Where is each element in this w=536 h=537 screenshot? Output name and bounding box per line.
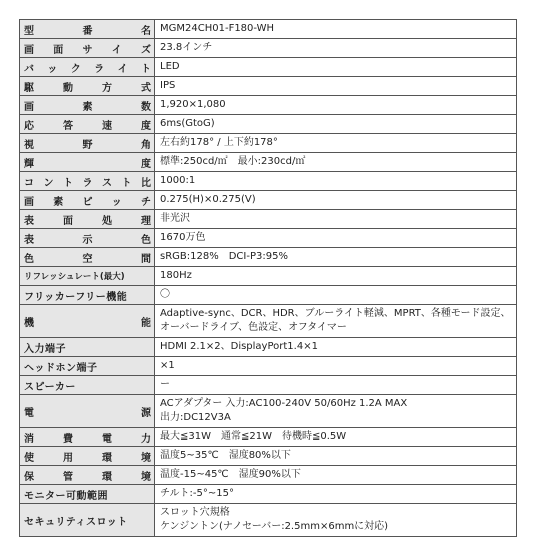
spec-label: 輝 度	[24, 158, 151, 170]
spec-value-cell	[155, 191, 517, 210]
spec-label: 消 費 電 力	[24, 433, 151, 445]
spec-row	[20, 267, 517, 286]
spec-label: 機 能	[24, 317, 151, 329]
spec-row	[20, 305, 517, 338]
spec-value-cell	[155, 58, 517, 77]
spec-label-cell	[20, 248, 155, 267]
spec-label: 画 素 数	[24, 101, 151, 113]
spec-label-cell	[20, 191, 155, 210]
spec-value-cell	[155, 248, 517, 267]
spec-label: スピーカー	[24, 381, 76, 393]
spec-row	[20, 172, 517, 191]
spec-label: 電 源	[24, 407, 151, 419]
spec-label-cell	[20, 485, 155, 504]
spec-row	[20, 485, 517, 504]
spec-label: 色 空 間	[24, 253, 151, 265]
spec-label: コ ン ト ラ ス ト 比	[24, 177, 151, 189]
spec-label-cell	[20, 447, 155, 466]
spec-value-line: sRGB:128% DCI-P3:95%	[160, 251, 288, 262]
spec-value-cell	[155, 286, 517, 305]
spec-label: 応 答 速 度	[24, 120, 151, 132]
spec-value-cell	[155, 267, 517, 286]
spec-value-line: 180Hz	[160, 270, 192, 281]
spec-value-line: チルト:-5°~15°	[160, 488, 234, 499]
spec-label: 画 素 ピ ッ チ	[24, 196, 151, 208]
spec-value-line: IPS	[160, 80, 176, 91]
spec-value-cell	[155, 395, 517, 428]
spec-value-line: ×1	[160, 360, 175, 371]
spec-label: 表 面 処 理	[24, 215, 151, 227]
spec-value-line: 1670万色	[160, 232, 206, 243]
spec-value-line: ー	[160, 379, 170, 390]
spec-label: 視 野 角	[24, 139, 151, 151]
spec-value-cell	[155, 96, 517, 115]
spec-label-cell	[20, 267, 155, 286]
spec-row	[20, 376, 517, 395]
spec-value-line: オーバードライブ、色設定、オフタイマー	[160, 322, 347, 333]
spec-label-cell	[20, 172, 155, 191]
spec-value-line: 1,920×1,080	[160, 99, 226, 110]
spec-label-cell	[20, 58, 155, 77]
spec-label: 入力端子	[24, 343, 66, 355]
spec-value-line: 温度-15~45℃ 湿度90%以下	[160, 469, 301, 480]
spec-value-cell	[155, 428, 517, 447]
spec-label: バ ッ ク ラ イ ト	[24, 63, 151, 75]
spec-label-cell	[20, 20, 155, 39]
spec-label-cell	[20, 210, 155, 229]
spec-row	[20, 58, 517, 77]
spec-row	[20, 96, 517, 115]
spec-label: 駆 動 方 式	[24, 82, 151, 94]
spec-value-cell	[155, 172, 517, 191]
spec-row	[20, 248, 517, 267]
spec-label-cell	[20, 376, 155, 395]
spec-label: セキュリティスロット	[24, 516, 128, 528]
spec-value-cell	[155, 357, 517, 376]
spec-row	[20, 134, 517, 153]
spec-value-cell	[155, 115, 517, 134]
spec-label-cell	[20, 77, 155, 96]
spec-label-cell	[20, 153, 155, 172]
spec-value-line: HDMI 2.1×2、DisplayPort1.4×1	[160, 341, 318, 352]
spec-row	[20, 229, 517, 248]
spec-label: 型 番 名	[24, 25, 151, 37]
spec-row	[20, 153, 517, 172]
spec-row	[20, 428, 517, 447]
spec-value-line: スロット穴規格	[160, 507, 230, 518]
spec-row	[20, 357, 517, 376]
spec-value-cell	[155, 210, 517, 229]
spec-label-cell	[20, 305, 155, 338]
spec-value-line: 23.8インチ	[160, 42, 213, 53]
spec-label: 保 管 環 境	[24, 471, 151, 483]
spec-label-cell	[20, 338, 155, 357]
spec-row	[20, 286, 517, 305]
spec-row	[20, 338, 517, 357]
spec-row	[20, 115, 517, 134]
spec-value-line: 6ms(GtoG)	[160, 118, 215, 129]
spec-row	[20, 466, 517, 485]
spec-value-cell	[155, 376, 517, 395]
spec-value-line: 左右約178° / 上下約178°	[160, 137, 278, 148]
spec-value-line: Adaptive-sync、DCR、HDR、ブルーライト軽減、MPRT、各種モード設定、	[160, 308, 511, 319]
spec-label: 画 面 サ イ ズ	[24, 44, 151, 56]
spec-value-line: MGM24CH01-F180-WH	[160, 23, 275, 34]
spec-row	[20, 20, 517, 39]
spec-value-cell	[155, 153, 517, 172]
spec-row	[20, 210, 517, 229]
spec-label-cell	[20, 96, 155, 115]
spec-value-cell	[155, 77, 517, 96]
spec-label-cell	[20, 395, 155, 428]
spec-table	[19, 19, 517, 537]
spec-label-cell	[20, 428, 155, 447]
spec-label: ヘッドホン端子	[24, 362, 98, 374]
spec-label: 表 示 色	[24, 234, 151, 246]
spec-row	[20, 395, 517, 428]
spec-label-cell	[20, 134, 155, 153]
spec-row	[20, 447, 517, 466]
spec-value-line: ケンジントン(ナノセーバー:2.5mm×6mmに対応)	[160, 521, 389, 532]
spec-value-cell	[155, 338, 517, 357]
spec-value-cell	[155, 229, 517, 248]
spec-row	[20, 77, 517, 96]
spec-value-cell	[155, 39, 517, 58]
spec-label-cell	[20, 229, 155, 248]
spec-value-line: ACアダプター 入力:AC100-240V 50/60Hz 1.2A MAX	[160, 398, 408, 409]
spec-value-line: LED	[160, 61, 180, 72]
spec-value-line: 〇	[160, 289, 170, 300]
spec-value-line: 0.275(H)×0.275(V)	[160, 194, 256, 205]
spec-label-cell	[20, 466, 155, 485]
spec-label-cell	[20, 504, 155, 537]
spec-value-line: 最大≦31W 通常≦21W 待機時≦0.5W	[160, 431, 347, 442]
spec-label: フリッカーフリー機能	[24, 291, 128, 303]
spec-value-cell	[155, 20, 517, 39]
spec-value-line: 1000:1	[160, 175, 196, 186]
spec-value-cell	[155, 504, 517, 537]
spec-row	[20, 39, 517, 58]
spec-value-line: 出力:DC12V3A	[160, 412, 231, 423]
spec-label: 使 用 環 境	[24, 452, 151, 464]
spec-value-cell	[155, 134, 517, 153]
spec-value-line: 温度5~35℃ 湿度80%以下	[160, 450, 291, 461]
spec-row	[20, 191, 517, 210]
spec-label-cell	[20, 357, 155, 376]
spec-label: リフレッシュレート(最大)	[24, 272, 125, 282]
spec-value-line: 非光沢	[160, 213, 190, 224]
spec-value-cell	[155, 466, 517, 485]
spec-value-line: 標準:250cd/㎡ 最小:230cd/㎡	[160, 156, 306, 167]
spec-label-cell	[20, 39, 155, 58]
spec-label-cell	[20, 115, 155, 134]
spec-label: モニター可動範囲	[24, 490, 108, 502]
spec-label-cell	[20, 286, 155, 305]
spec-row	[20, 504, 517, 537]
spec-value-cell	[155, 485, 517, 504]
spec-value-cell	[155, 305, 517, 338]
spec-value-cell	[155, 447, 517, 466]
